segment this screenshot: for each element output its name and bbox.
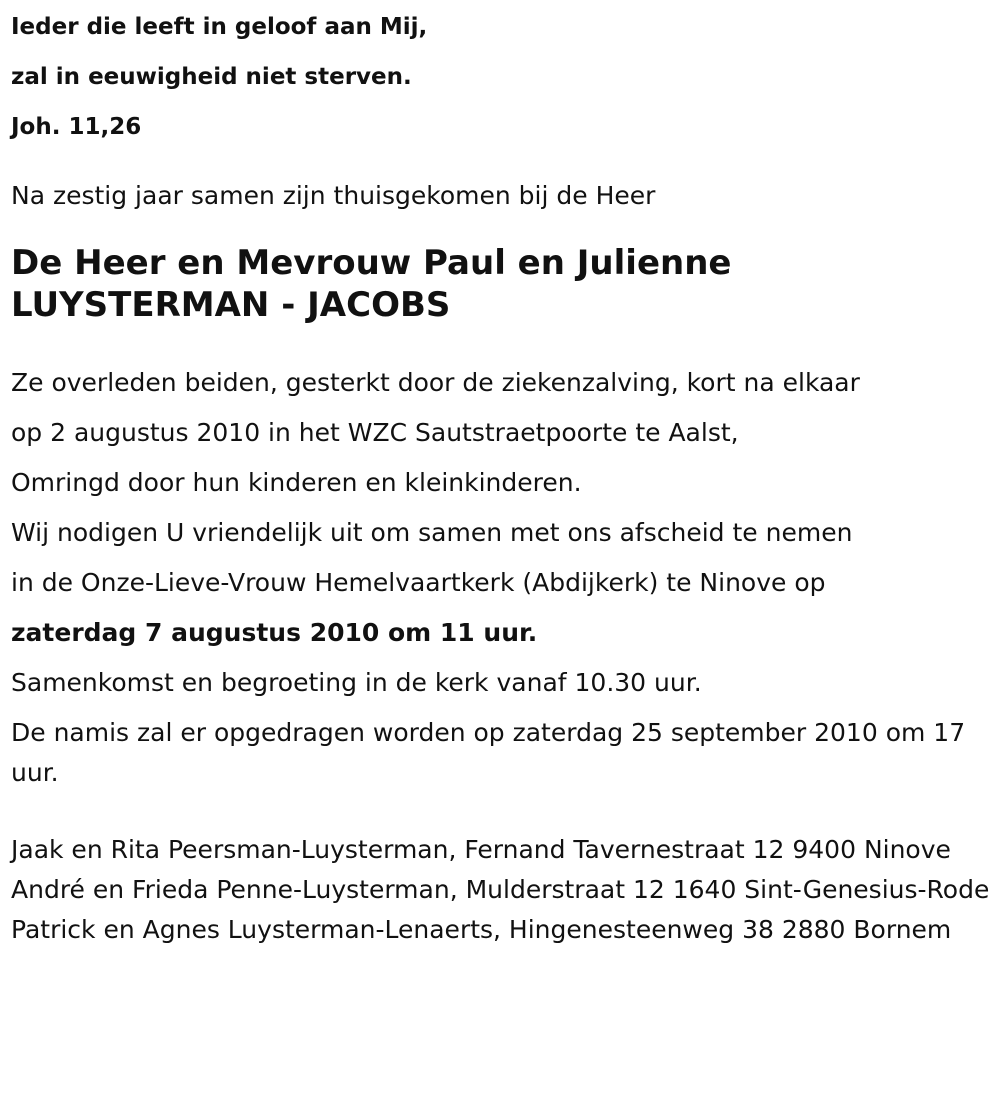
deceased-names-line-1: De Heer en Mevrouw Paul en Julienne: [11, 243, 732, 283]
bible-verse: [11, 2, 990, 152]
announcement-line-4: Wij nodigen U vriendelijk uit om samen met ons afscheid te nemen: [11, 518, 853, 547]
announcement-line-5: in de Onze-Lieve-Vrouw Hemelvaartkerk (Abdijkerk) te Ninove op: [11, 568, 826, 597]
announcement-text: [11, 358, 990, 793]
family-entry: André en Frieda Penne-Luysterman, Mulderstraat 12 1640 Sint-Genesius-Rode: [11, 875, 990, 904]
deceased-surnames: LUYSTERMAN - JACOBS: [11, 285, 451, 325]
family-list: [11, 830, 990, 950]
deceased-names: [11, 242, 990, 326]
service-datetime: zaterdag 7 augustus 2010 om 11 uur.: [11, 618, 538, 647]
intro-text: Na zestig jaar samen zijn thuisgekomen bij de Heer: [11, 181, 656, 210]
verse-line-1: Ieder die leeft in geloof aan Mij,: [11, 14, 428, 40]
announcement-line-1: Ze overleden beiden, gesterkt door de ziekenzalving, kort na elkaar: [11, 368, 860, 397]
obituary-notice: [0, 2, 1000, 1120]
announcement-line-3: Omringd door hun kinderen en kleinkinderen.: [11, 468, 582, 497]
memorial-mass-info: De namis zal er opgedragen worden op zaterdag 25 september 2010 om 17 uur.: [11, 718, 966, 787]
family-entry: Patrick en Agnes Luysterman-Lenaerts, Hingenesteenweg 38 2880 Bornem: [11, 915, 952, 944]
family-entry: Jaak en Rita Peersman-Luysterman, Fernand Tavernestraat 12 9400 Ninove: [11, 835, 951, 864]
announcement-line-2: op 2 augustus 2010 in het WZC Sautstraetpoorte te Aalst,: [11, 418, 739, 447]
gathering-info: Samenkomst en begroeting in de kerk vanaf 10.30 uur.: [11, 668, 702, 697]
verse-reference: Joh. 11,26: [11, 114, 142, 140]
verse-line-2: zal in eeuwigheid niet sterven.: [11, 64, 412, 90]
